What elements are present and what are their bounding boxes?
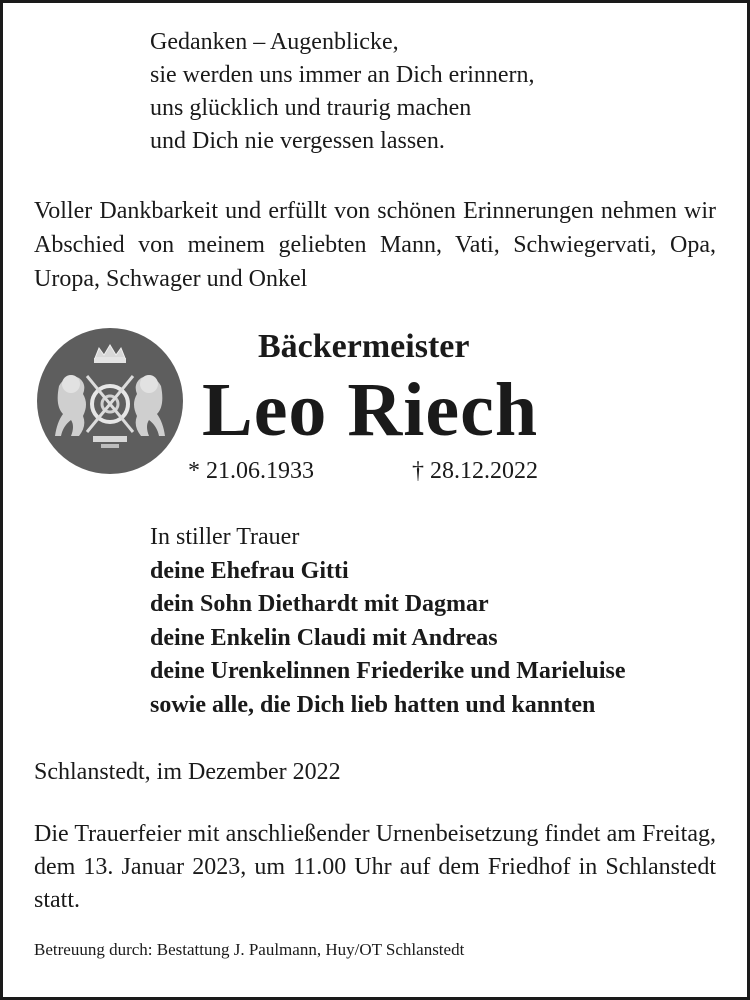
deceased-name: Leo Riech [202,368,539,452]
bakers-guild-emblem-icon [37,328,183,474]
mourner-line: sowie alle, die Dich lieb hatten und kannten [150,691,596,718]
place-and-date: Schlanstedt, im Dezember 2022 [34,759,341,785]
mourner-line: deine Enkelin Claudi mit Andreas [150,624,498,651]
mourner-line: dein Sohn Diethardt mit Dagmar [150,591,489,617]
mourner-line: deine Ehefrau Gitti [150,557,349,584]
mourner-line: deine Urenkelinnen Friederike und Marieluise [150,658,626,684]
poem [150,26,535,158]
funeral-home-credit: Betreuung durch: Bestattung J. Paulmann, Huy/OT Schlanstedt [34,940,465,959]
birth-date: * 21.06.1933 [188,458,314,484]
mourners-list [150,521,626,722]
funeral-service-info: Die Trauerfeier mit anschließender Urnenbeisetzung findet am Freitag, dem 13. Januar 2023, um 11.00 Uhr auf dem Friedhof in Schlanstedt statt. [34,821,716,913]
poem-line: Gedanken – Augenblicke, [150,29,399,55]
poem-line: uns glücklich und traurig machen [150,95,472,121]
poem-line: sie werden uns immer an Dich erinnern, [150,62,535,88]
deceased-title: Bäckermeister [258,328,470,365]
farewell-intro: Voller Dankbarkeit und erfüllt von schönen Erinnerungen nehmen wir Abschied von meinem geliebten Mann, Vati, Schwiegervati, Opa, Uropa, Schwager und Onkel [34,198,716,292]
mourners-intro: In stiller Trauer [150,524,300,550]
death-date: † 28.12.2022 [412,458,538,484]
poem-line: und Dich nie vergessen lassen. [150,128,445,154]
